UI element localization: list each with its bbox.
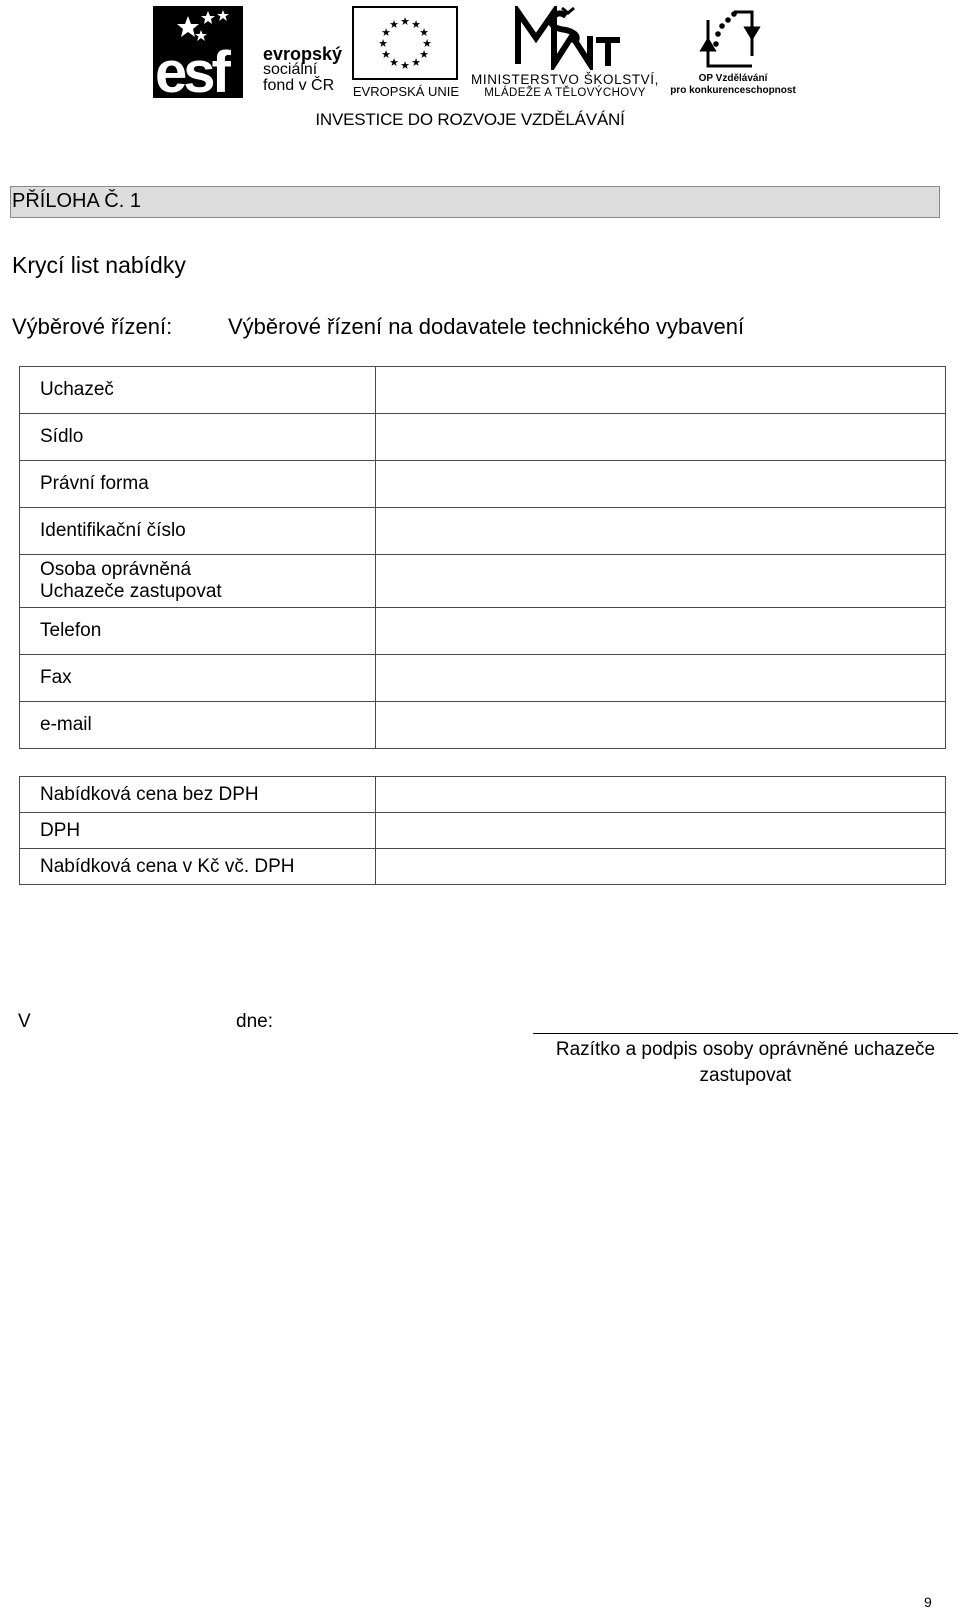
bidder-table: [19, 366, 946, 749]
svg-text:★: ★: [378, 37, 388, 50]
esf-line-1: evropský: [263, 44, 343, 64]
table-row: [20, 849, 946, 885]
row-label-id-number: Identifikační číslo: [20, 508, 376, 555]
msmt-line-1: MINISTERSTVO ŠKOLSTVÍ,: [471, 72, 659, 87]
msmt-line-2: MLÁDEŽE A TĚLOVÝCHOVY: [484, 87, 646, 99]
table-row: [20, 655, 946, 702]
table-row: [20, 608, 946, 655]
authorized-person-line-2: Uchazeče zastupovat: [40, 581, 222, 602]
svg-text:★: ★: [400, 59, 410, 72]
svg-text:★: ★: [400, 15, 410, 28]
svg-text:esf: esf: [155, 40, 227, 98]
table-row: [20, 555, 946, 608]
row-value-price-net[interactable]: [376, 777, 946, 813]
tender-value: Výběrové řízení na dodavatele technického vybavení: [228, 314, 745, 339]
eu-stars-icon: [354, 8, 456, 78]
table-row: [20, 702, 946, 749]
svg-text:★: ★: [381, 48, 391, 61]
row-label-price-gross: Nabídková cena v Kč vč. DPH: [20, 849, 376, 885]
op-line-1: OP Vzdělávání: [698, 73, 768, 84]
page-title: Krycí list nabídky: [12, 252, 186, 278]
attachment-band: [10, 186, 940, 218]
row-value-authorized-person[interactable]: [376, 555, 946, 608]
page-number: 9: [924, 1594, 932, 1610]
row-label-email: e-mail: [20, 702, 376, 749]
row-value-email[interactable]: [376, 702, 946, 749]
eu-label: EVROPSKÁ UNIE: [352, 84, 460, 99]
svg-text:★: ★: [419, 48, 429, 61]
row-label-seat: Sídlo: [20, 414, 376, 461]
esf-logo: [153, 6, 243, 98]
place-label: V: [18, 1011, 31, 1032]
table-row: [20, 414, 946, 461]
row-value-fax[interactable]: [376, 655, 946, 702]
eu-logo: [350, 6, 462, 98]
op-logo-mark: [668, 6, 798, 70]
row-value-seat[interactable]: [376, 414, 946, 461]
invest-tagline: INVESTICE DO ROZVOJE VZDĚLÁVÁNÍ: [315, 110, 625, 129]
row-value-id-number[interactable]: [376, 508, 946, 555]
row-value-vat[interactable]: [376, 813, 946, 849]
svg-text:★: ★: [381, 26, 391, 39]
row-label-legal-form: Právní forma: [20, 461, 376, 508]
price-table: [19, 776, 946, 885]
svg-text:★: ★: [419, 26, 429, 39]
row-label-fax: Fax: [20, 655, 376, 702]
attachment-heading: PŘÍLOHA Č. 1: [12, 190, 141, 212]
svg-text:★: ★: [389, 56, 399, 69]
row-label-authorized-person: [20, 555, 376, 608]
authorized-person-line-1: Osoba oprávněná: [40, 559, 192, 580]
tender-label: Výběrové řízení:: [12, 314, 173, 339]
esf-line-2: sociální: [263, 61, 318, 78]
row-label-phone: Telefon: [20, 608, 376, 655]
esf-line-3: fond v ČR: [263, 77, 335, 94]
table-row: [20, 813, 946, 849]
signature-caption-line-1: Razítko a podpis osoby oprávněné uchazeče: [555, 1039, 936, 1060]
op-logo: [668, 6, 798, 98]
row-label-price-net: Nabídková cena bez DPH: [20, 777, 376, 813]
row-value-phone[interactable]: [376, 608, 946, 655]
row-label-vat: DPH: [20, 813, 376, 849]
svg-text:★: ★: [411, 18, 421, 31]
date-label: dne:: [236, 1011, 273, 1032]
table-row: [20, 777, 946, 813]
table-row: [20, 367, 946, 414]
row-value-bidder[interactable]: [376, 367, 946, 414]
row-value-legal-form[interactable]: [376, 461, 946, 508]
signature-line: [533, 1033, 958, 1034]
eu-flag: [352, 6, 458, 80]
esf-logo-mark: [153, 6, 243, 98]
table-row: [20, 508, 946, 555]
msmt-logo: [470, 6, 660, 98]
esf-logo-text: [263, 46, 342, 94]
svg-text:★: ★: [389, 18, 399, 31]
signature-caption-line-2: zastupovat: [699, 1065, 792, 1086]
svg-text:★: ★: [422, 37, 432, 50]
signature-caption: [533, 1037, 958, 1089]
table-row: [20, 461, 946, 508]
row-label-bidder: Uchazeč: [20, 367, 376, 414]
op-line-2: pro konkurenceschopnost: [670, 85, 796, 96]
svg-text:★: ★: [411, 56, 421, 69]
msmt-logo-mark: [470, 6, 660, 70]
row-value-price-gross[interactable]: [376, 849, 946, 885]
